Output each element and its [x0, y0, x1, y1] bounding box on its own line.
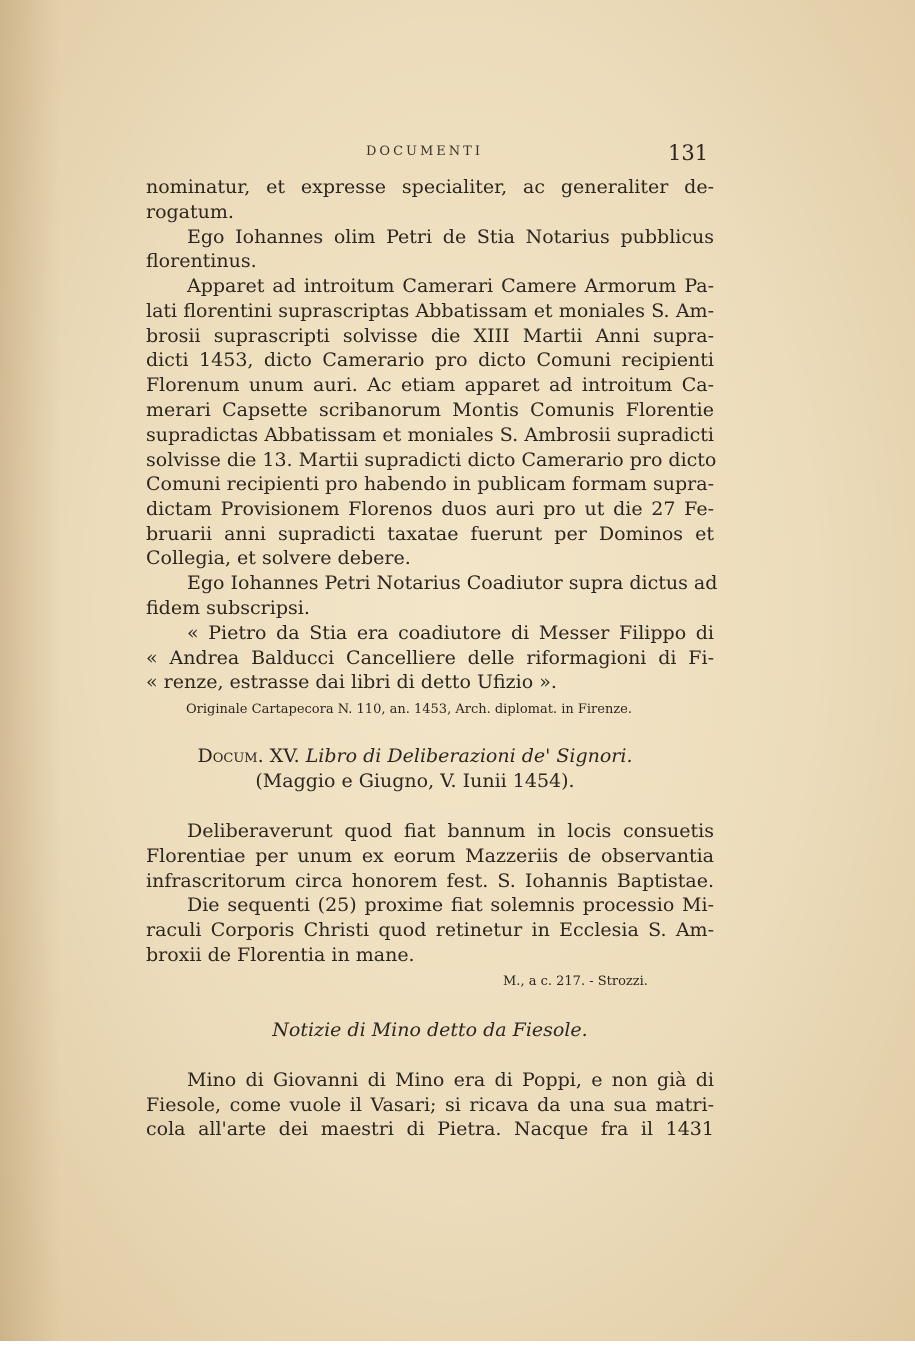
text-line: cola all'arte dei maestri di Pietra. Nacque fra il 1431 — [146, 1118, 714, 1140]
document-heading — [0, 745, 830, 767]
document-title: Libro di Deliberazioni de' Signori. — [305, 745, 633, 767]
text-line: Mino di Giovanni di Mino era di Poppi, e non già di — [187, 1069, 714, 1091]
text-line: florentinus. — [146, 250, 257, 272]
text-line: merari Capsette scribanorum Montis Comunis Florentie — [146, 399, 714, 421]
section-title: Notizie di Mino detto da Fiesole. — [272, 1019, 588, 1041]
text-line: raculi Corporis Christi quod retinetur in Ecclesia S. Am- — [146, 919, 714, 941]
text-line: rogatum. — [146, 201, 234, 223]
text-line: « Andrea Balducci Cancelliere delle riformagioni di Fi- — [146, 647, 714, 669]
text-line: lati florentini suprascriptas Abbatissam et moniales S. Am- — [146, 300, 714, 322]
text-line: solvisse die 13. Martii supradicti dicto Camerario pro dicto — [146, 449, 717, 471]
source-note: Originale Cartapecora N. 110, an. 1453, Arch. diplomat. in Firenze. — [186, 702, 633, 717]
text-line: Ego Iohannes olim Petri de Stia Notarius pubblicus — [187, 226, 714, 248]
text-line: Fiesole, come vuole il Vasari; si ricava da una sua matri- — [146, 1094, 714, 1116]
text-line: « Pietro da Stia era coadiutore di Messer Filippo di — [187, 622, 714, 644]
text-line: Die sequenti (25) proxime fiat solemnis processio Mi- — [187, 894, 714, 916]
document-subtitle: (Maggio e Giugno, V. Iunii 1454). — [255, 770, 575, 792]
text-line: supradictas Abbatissam et moniales S. Ambrosii supradicti — [146, 424, 714, 446]
text-line: brosii suprascripti solvisse die XIII Martii Anni supra- — [146, 325, 714, 347]
text-line: « renze, estrasse dai libri di detto Ufizio ». — [146, 671, 557, 693]
text-line: Florenum unum auri. Ac etiam apparet ad introitum Ca- — [146, 374, 714, 396]
text-line: Collegia, et solvere debere. — [146, 547, 411, 569]
source-note: M., a c. 217. - Strozzi. — [503, 974, 648, 989]
text-line: infrascritorum circa honorem fest. S. Iohannis Baptistae. — [146, 870, 714, 892]
text-line: dictam Provisionem Florenos duos auri pro ut die 27 Fe- — [146, 498, 714, 520]
text-line: nominatur, et expresse specialiter, ac generaliter de- — [146, 176, 714, 198]
text-line: fidem subscripsi. — [146, 597, 310, 619]
text-line: Apparet ad introitum Camerari Camere Armorum Pa- — [187, 275, 714, 297]
text-line: Comuni recipienti pro habendo in publicam formam supra- — [146, 473, 714, 495]
text-line: Deliberaverunt quod fiat bannum in locis consuetis — [187, 820, 714, 842]
document-label: Docum. XV. — [197, 745, 300, 767]
text-line: broxii de Florentia in mane. — [146, 944, 415, 966]
page-number: 131 — [668, 141, 709, 165]
text-line: bruarii anni supradicti taxatae fuerunt per Dominos et — [146, 523, 714, 545]
text-line: Florentiae per unum ex eorum Mazzeriis de observantia — [146, 845, 714, 867]
running-header: DOCUMENTI — [366, 144, 483, 159]
text-line: dicti 1453, dicto Camerario pro dicto Comuni recipienti — [146, 349, 714, 371]
text-line: Ego Iohannes Petri Notarius Coadiutor supra dictus ad — [187, 572, 718, 594]
